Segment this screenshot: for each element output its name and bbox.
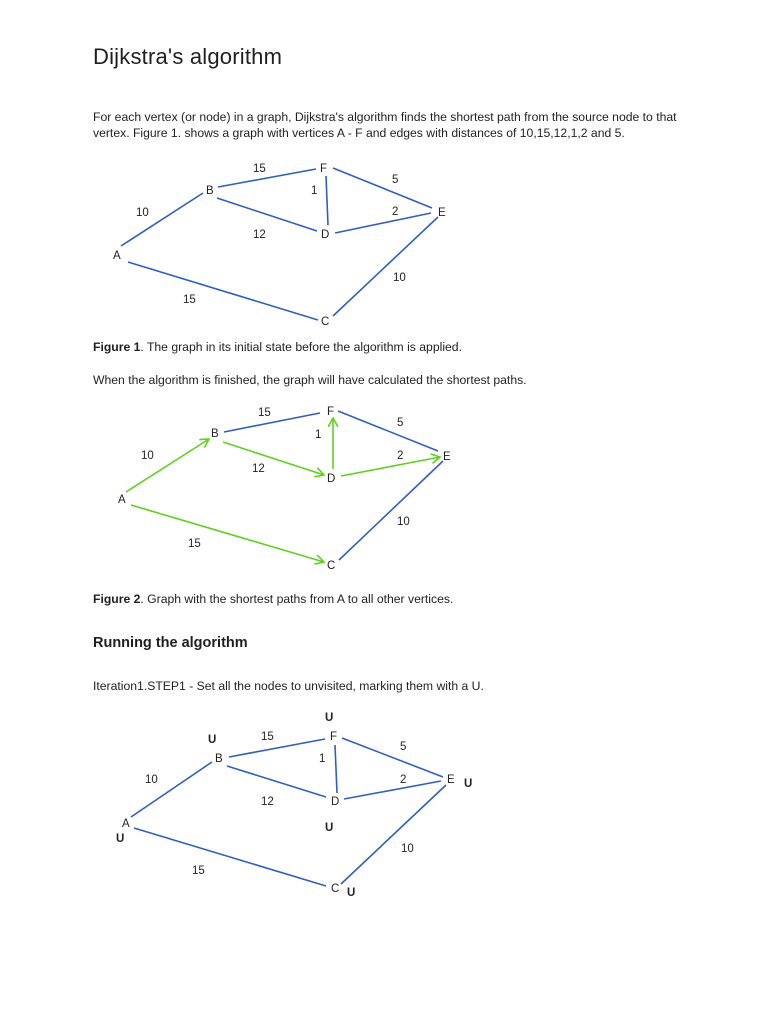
node-label-e: E (438, 207, 446, 219)
edge-fe (338, 411, 438, 451)
weight-ce: 10 (401, 843, 414, 855)
weight-fd: 1 (319, 753, 326, 765)
weight-de: 2 (397, 450, 404, 462)
node-label-d: D (327, 473, 336, 485)
path-edge-ab (126, 439, 209, 492)
unvisited-mark-c: U (347, 887, 356, 899)
edge-fd (335, 745, 337, 793)
path-edge-bd (223, 442, 324, 475)
edge-ce (341, 785, 446, 884)
node-label-f: F (327, 406, 335, 418)
edge-bf (229, 739, 325, 757)
weight-fd: 1 (315, 429, 322, 441)
edge-ab (131, 762, 212, 817)
figure-2-caption (93, 591, 453, 607)
figure-1-graph (0, 150, 768, 340)
figure-3-graph (0, 700, 768, 910)
node-label-d: D (331, 796, 340, 808)
intro-paragraph: For each vertex (or node) in a graph, Dijkstra's algorithm finds the shortest path from the source node to that vertex. Figure 1. shows a graph with vertices A - F and edges with distances of 10,15,12,1,2 and 5. (93, 110, 677, 140)
weight-ce: 10 (393, 272, 406, 284)
edge-de (335, 213, 431, 233)
iteration-step-text: Iteration1.STEP1 - Set all the nodes to unvisited, marking them with a U. (93, 679, 484, 693)
edge-ce (339, 461, 443, 560)
figure-2-caption-text: . Graph with the shortest paths from A to all other vertices. (140, 592, 454, 606)
weight-ab: 10 (136, 207, 149, 219)
page-title: Dijkstra's algorithm (93, 44, 283, 69)
node-label-b: B (206, 185, 214, 197)
weight-de: 2 (400, 774, 407, 786)
weight-fe: 5 (400, 741, 407, 753)
weight-ab: 10 (145, 774, 158, 786)
weight-ab: 10 (141, 450, 154, 462)
edge-fe (342, 738, 443, 777)
path-edge-de (341, 457, 440, 476)
weight-bf: 15 (258, 407, 271, 419)
node-label-e: E (443, 451, 451, 463)
node-label-c: C (331, 883, 340, 895)
edge-fd (326, 176, 328, 225)
weight-bf: 15 (261, 731, 274, 743)
weight-fe: 5 (397, 417, 404, 429)
weight-ac: 15 (183, 294, 196, 306)
edge-bd (227, 766, 326, 797)
node-label-a: A (113, 250, 121, 262)
edge-ce (333, 217, 438, 316)
unvisited-mark-e: U (464, 778, 473, 790)
edge-ab (121, 193, 203, 246)
unvisited-mark-b: U (208, 734, 217, 746)
node-label-c: C (327, 560, 336, 572)
figure-2-caption-label: Figure 2 (93, 592, 141, 606)
unvisited-mark-f: U (325, 712, 334, 724)
edge-fe (333, 168, 432, 208)
weight-bd: 12 (253, 229, 266, 241)
edge-ac (128, 262, 318, 320)
weight-fe: 5 (392, 174, 399, 186)
edge-de (344, 781, 441, 799)
node-label-e: E (447, 774, 455, 786)
path-edge-ac (131, 505, 324, 562)
node-label-c: C (321, 316, 330, 328)
node-label-b: B (215, 753, 223, 765)
section-heading: Running the algorithm (93, 635, 248, 651)
node-label-a: A (122, 818, 130, 830)
weight-de: 2 (392, 206, 399, 218)
unvisited-mark-d: U (325, 822, 334, 834)
node-label-f: F (320, 163, 328, 175)
figure-1-caption-text: . The graph in its initial state before the algorithm is applied. (140, 340, 462, 354)
edge-bf (224, 413, 320, 432)
figure-1-caption (93, 339, 462, 355)
finish-paragraph: When the algorithm is finished, the graph will have calculated the shortest paths. (93, 373, 527, 387)
weight-ac: 15 (188, 538, 201, 550)
weight-ac: 15 (192, 865, 205, 877)
node-label-d: D (321, 229, 330, 241)
weight-fd: 1 (311, 185, 318, 197)
node-label-f: F (330, 731, 338, 743)
edge-bd (217, 198, 317, 231)
node-label-a: A (118, 494, 126, 506)
unvisited-mark-a: U (116, 833, 125, 845)
node-label-b: B (211, 428, 219, 440)
weight-ce: 10 (397, 516, 410, 528)
weight-bf: 15 (253, 163, 266, 175)
edge-ac (134, 828, 326, 886)
figure-1-caption-label: Figure 1 (93, 340, 141, 354)
weight-bd: 12 (252, 463, 265, 475)
edge-bf (218, 169, 316, 187)
figure-2-graph (0, 395, 768, 585)
weight-bd: 12 (261, 796, 274, 808)
